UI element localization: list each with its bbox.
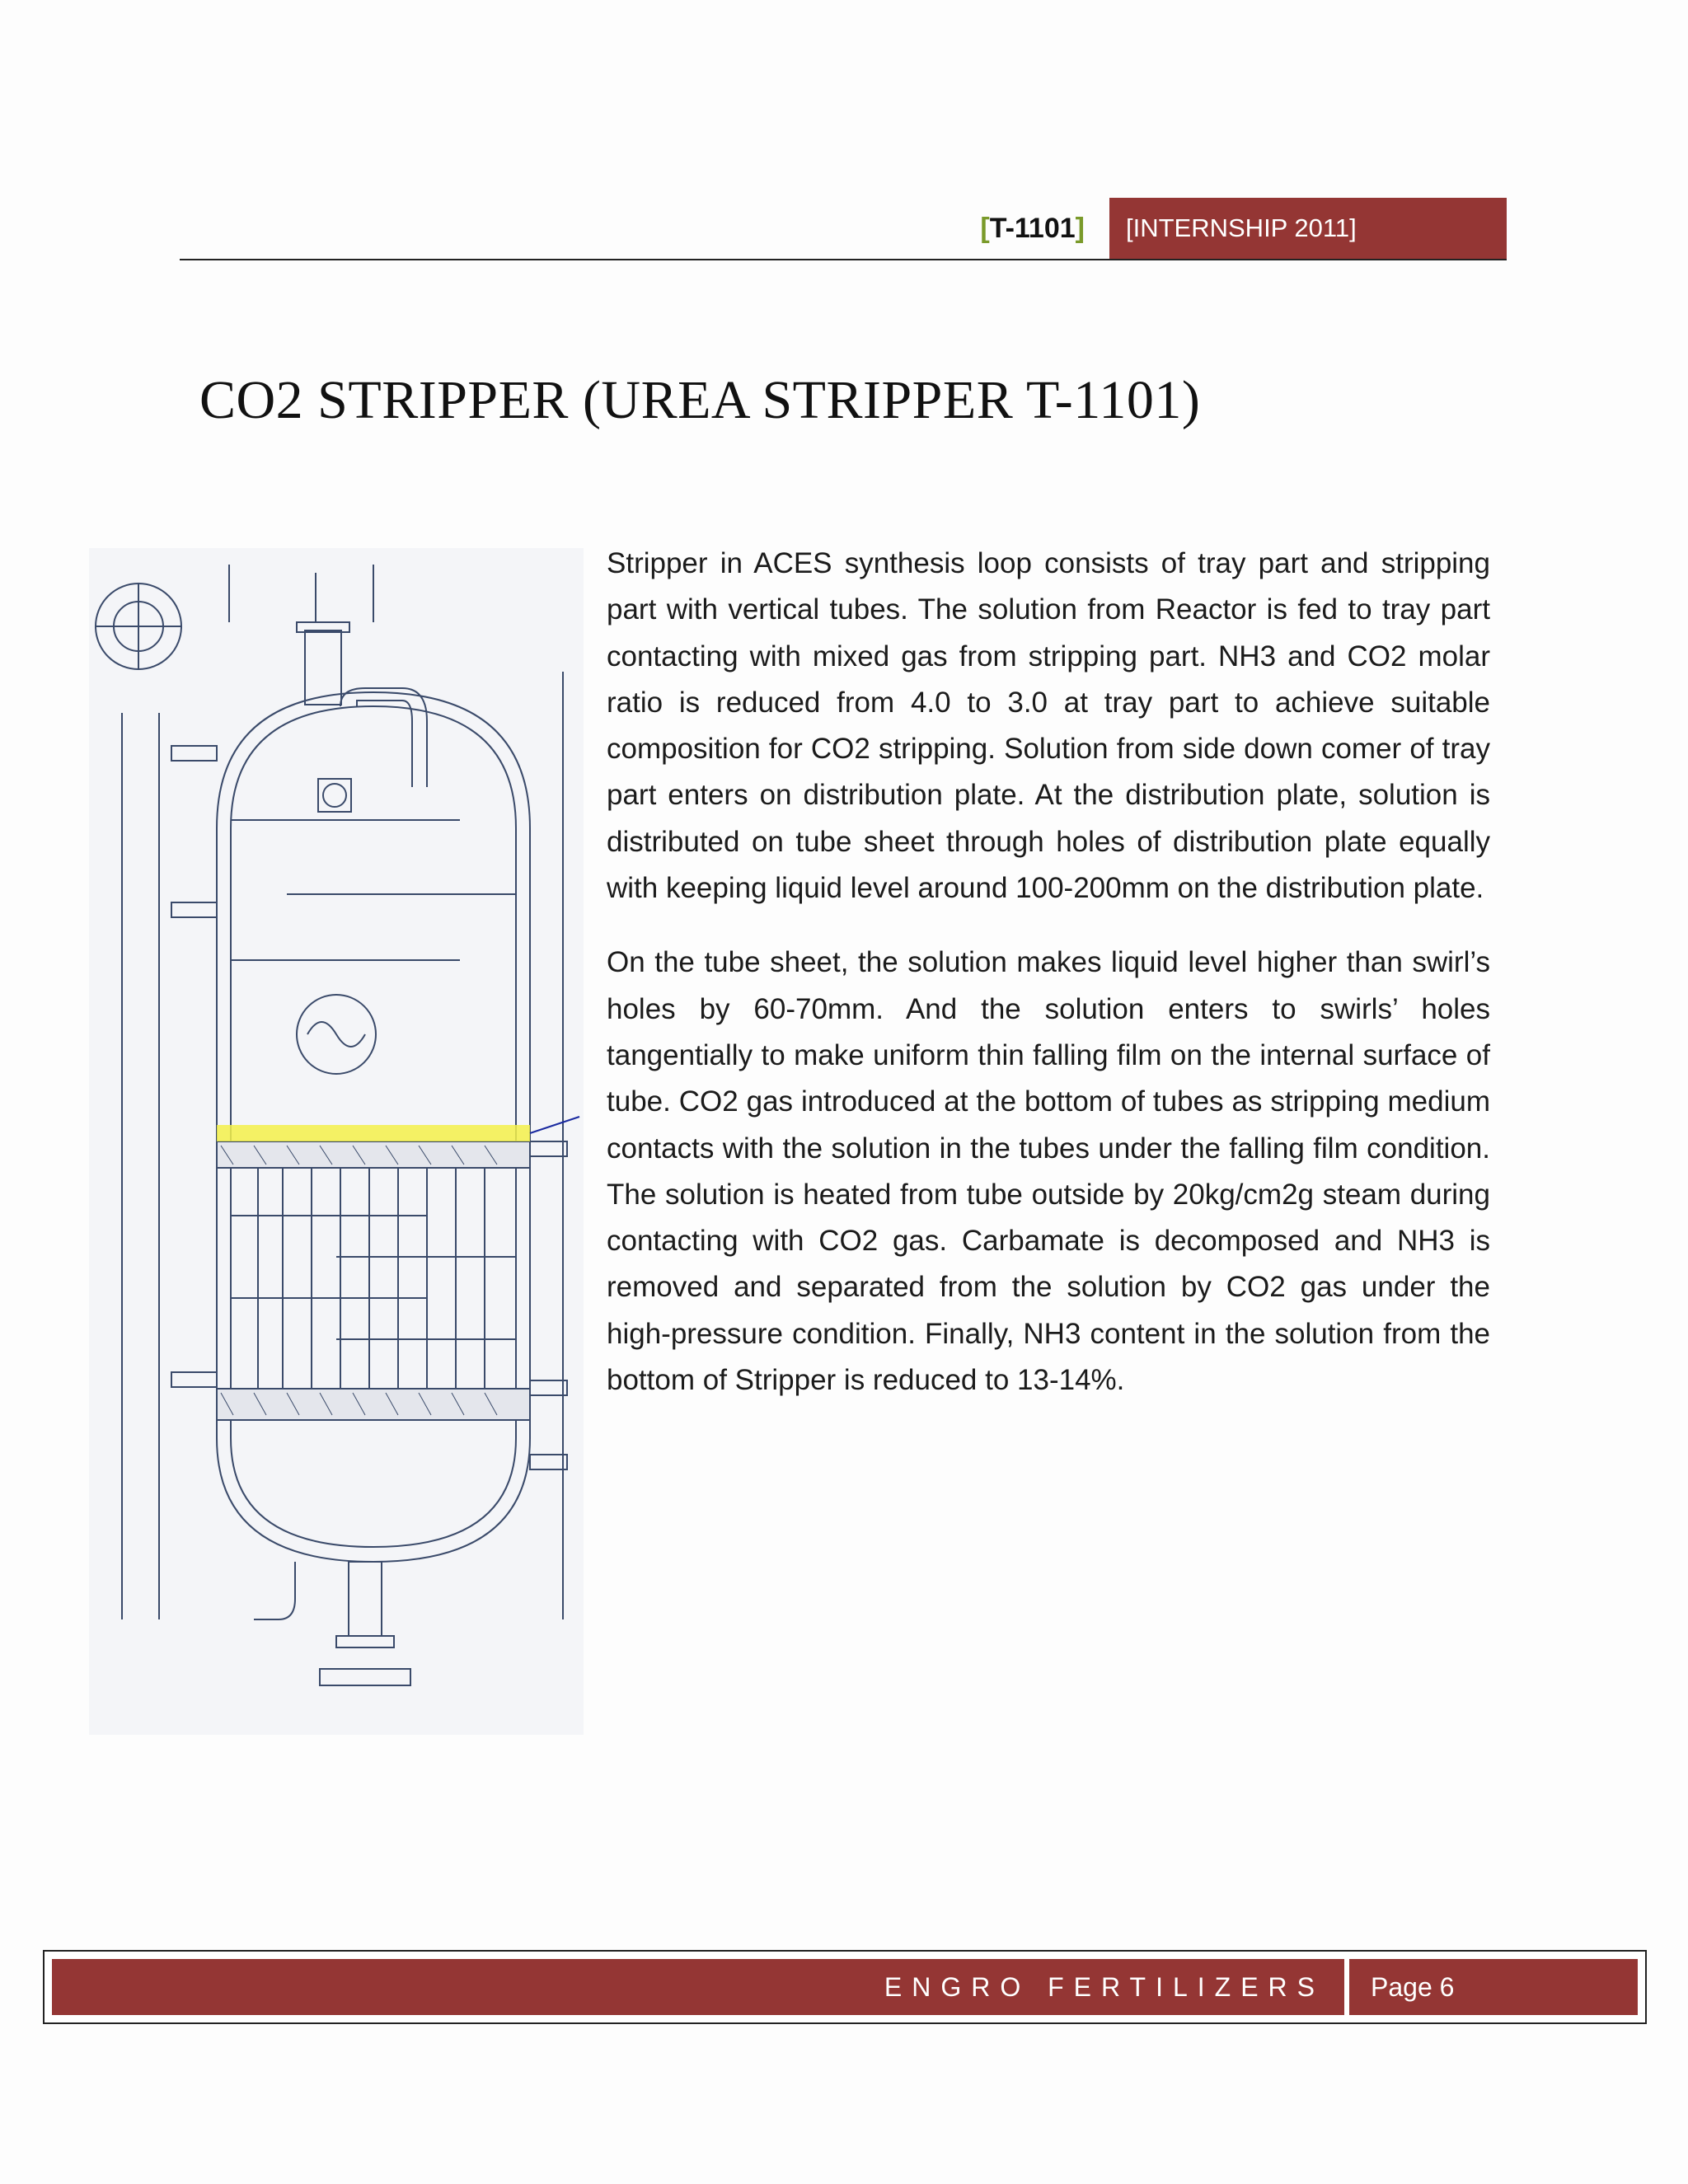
- stripper-vessel-drawing: [89, 548, 584, 1735]
- page-title: CO2 STRIPPER (UREA STRIPPER T-1101): [199, 370, 1201, 430]
- header-bracket-open: [: [980, 213, 990, 244]
- header-doc-id: [980, 213, 1085, 245]
- paragraph: On the tube sheet, the solution makes liquid level higher than swirl’s holes by 60-70mm. And the solution enters to swirls’ holes tangentially to make uniform thin falling film on the internal surface of tube. CO2 gas introduced at the bottom of tubes as stripping medium contacts with the solution in the tubes under the falling film condition. The solution is heated from tube outside by 20kg/cm2g steam during contacting with CO2 gas. Carbamate is decomposed and NH3 is removed and separated from the solution by CO2 gas under the high-pressure condition. Finally, NH3 content in the solution from the bottom of Stripper is reduced to 13-14%.: [607, 946, 1490, 1397]
- page-footer: [43, 1950, 1647, 2024]
- page-header: [180, 198, 1507, 260]
- body-text: [607, 541, 1490, 1432]
- footer-company: ENGRO FERTILIZERS: [52, 1959, 1344, 2015]
- header-doc-id-text: T-1101: [989, 213, 1076, 244]
- header-rule: [180, 259, 1507, 260]
- header-bracket-close: ]: [1075, 213, 1085, 244]
- footer-page-number: Page 6: [1349, 1959, 1638, 2015]
- paragraph: Stripper in ACES synthesis loop consists of tray part and stripping part with vertical tubes. The solution from Reactor is fed to tray part contacting with mixed gas from stripping part. NH3 and CO2 molar ratio is reduced from 4.0 to 3.0 at tray part to achieve suitable composition for CO2 stripping. Solution from side down comer of tray part enters on distribution plate. At the distribution plate, solution is distributed on tube sheet through holes of distribution plate equally with keeping liquid level around 100-200mm on the distribution plate.: [607, 547, 1490, 905]
- header-tag: [INTERNSHIP 2011]: [1109, 198, 1507, 259]
